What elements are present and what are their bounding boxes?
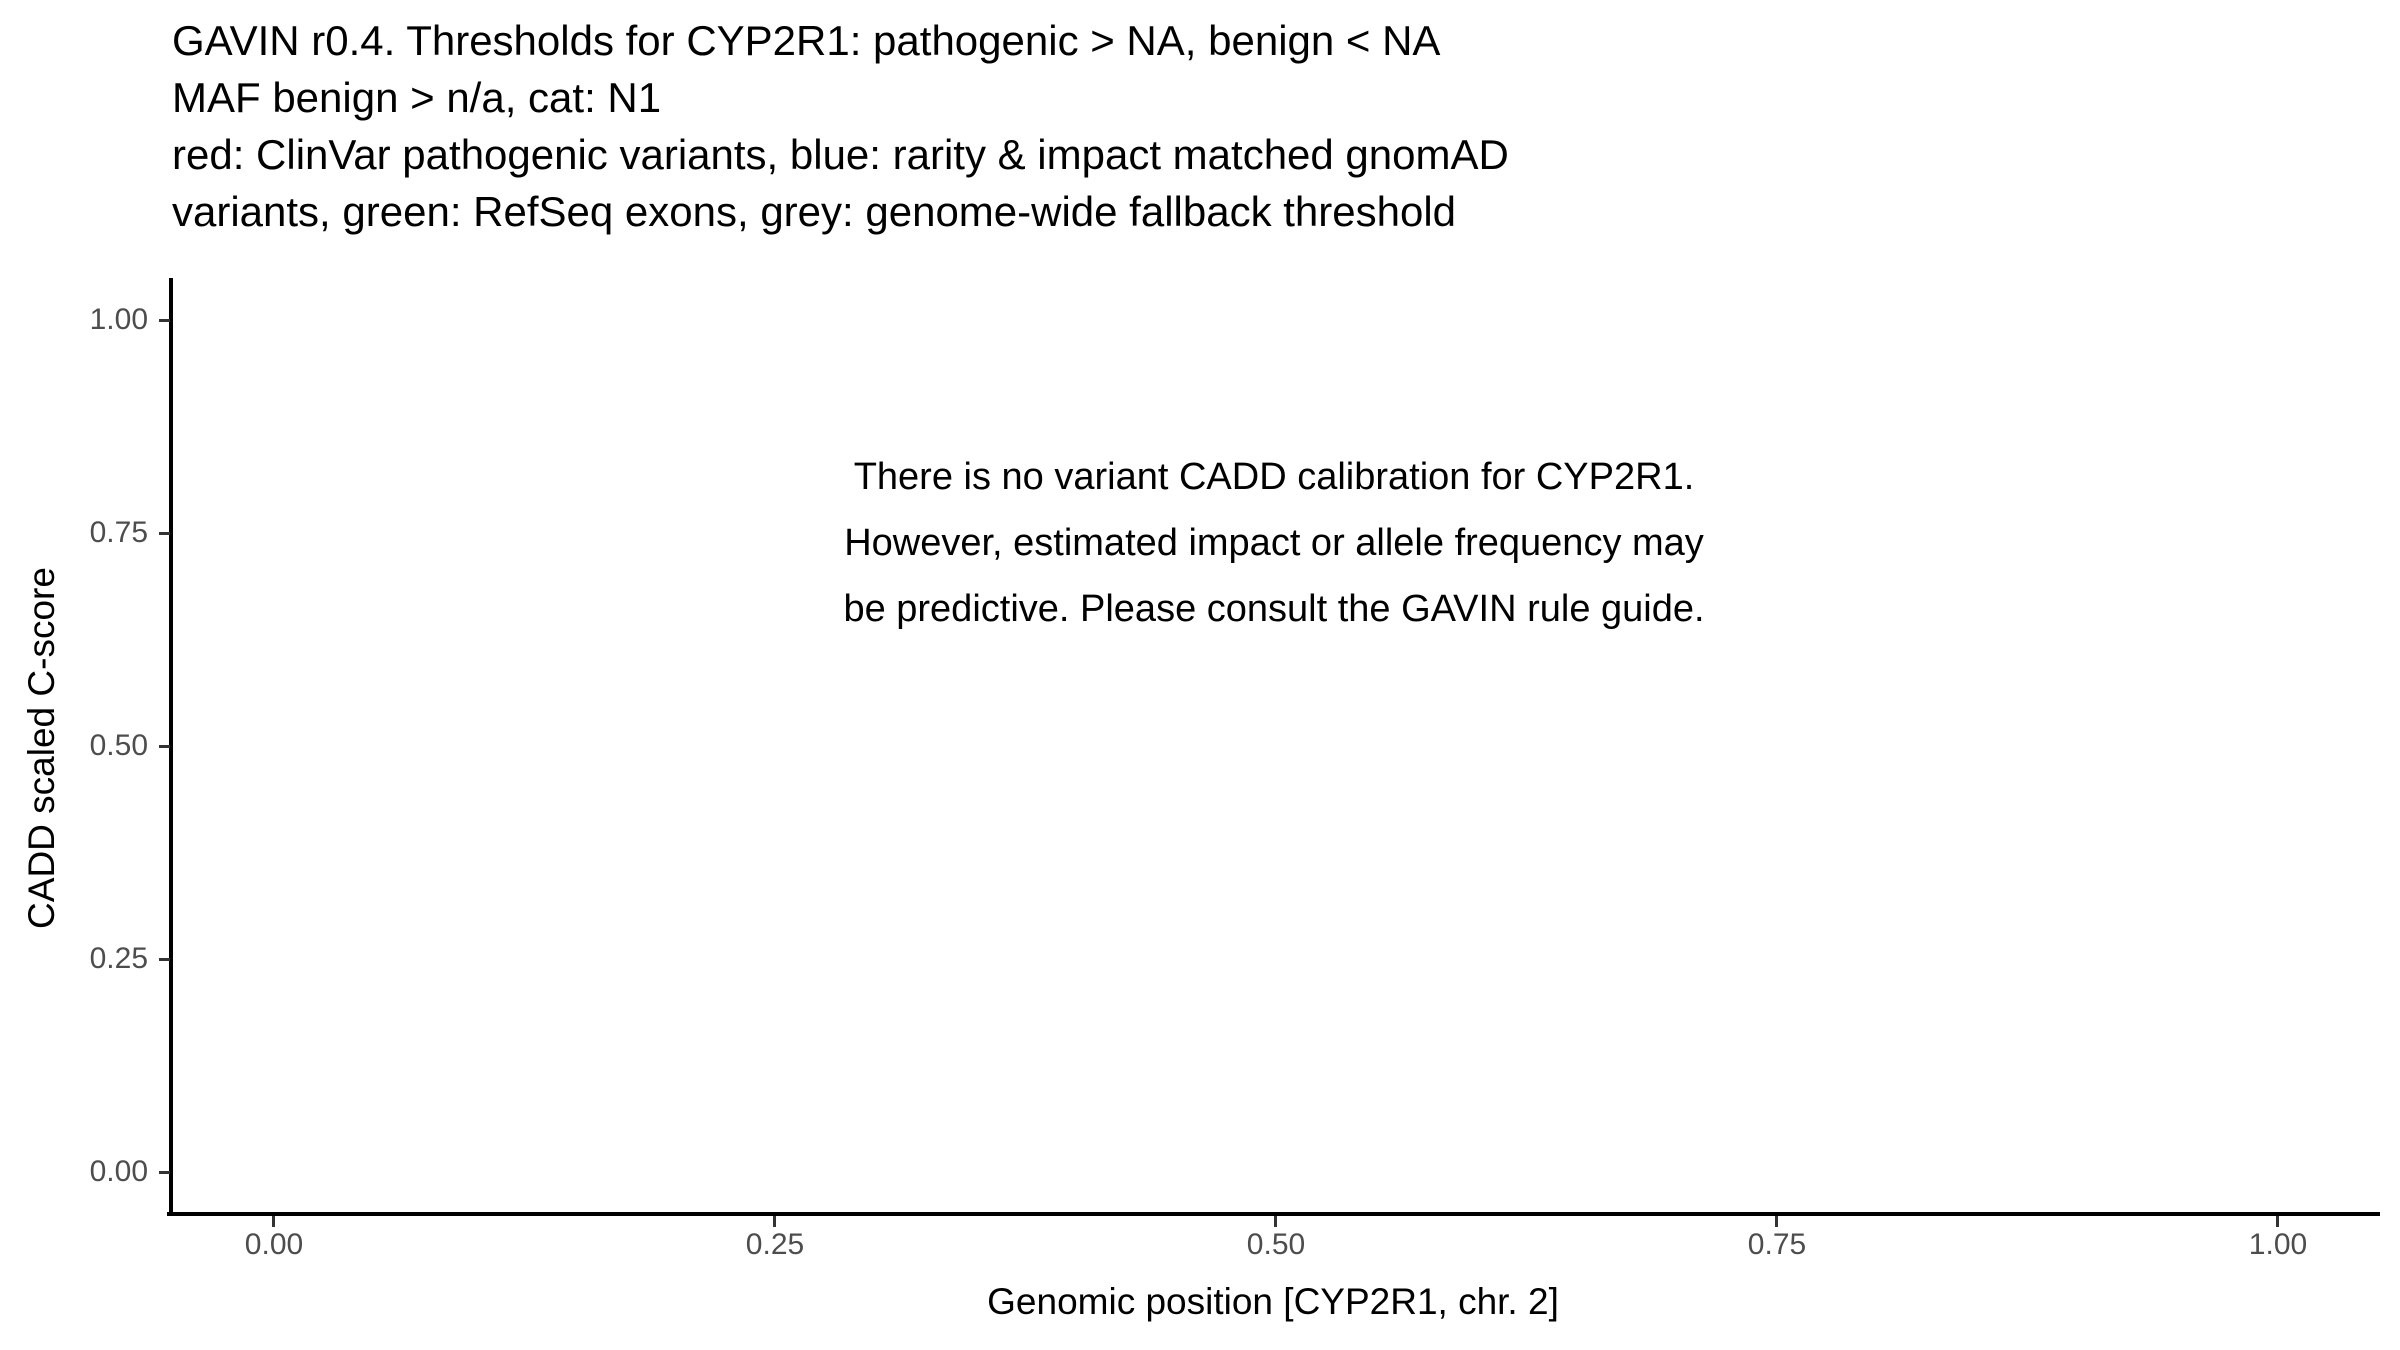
x-tick-label: 0.00 bbox=[244, 1228, 304, 1261]
chart-title-line-2: MAF benign > n/a, cat: N1 bbox=[172, 74, 662, 121]
chart-title bbox=[172, 12, 1509, 240]
x-tick-mark bbox=[1274, 1216, 1277, 1227]
y-tick-mark bbox=[159, 532, 170, 535]
x-tick-mark bbox=[1775, 1216, 1778, 1227]
y-tick-label: 0.25 bbox=[89, 942, 148, 975]
x-tick-mark bbox=[2276, 1216, 2279, 1227]
x-tick-mark bbox=[272, 1216, 275, 1227]
plot-panel bbox=[170, 278, 2378, 1214]
y-axis-title: CADD scaled C-score bbox=[21, 567, 62, 929]
y-tick-mark bbox=[159, 1171, 170, 1174]
chart-title-line-3: red: ClinVar pathogenic variants, blue: rarity & impact matched gnomAD bbox=[172, 131, 1509, 178]
y-tick-label: 0.75 bbox=[89, 516, 148, 549]
chart-title-line-1: GAVIN r0.4. Thresholds for CYP2R1: pathogenic > NA, benign < NA bbox=[172, 17, 1441, 64]
x-tick-mark bbox=[773, 1216, 776, 1227]
chart-title-line-4: variants, green: RefSeq exons, grey: genome-wide fallback threshold bbox=[172, 188, 1457, 235]
x-tick-label: 0.50 bbox=[1246, 1228, 1306, 1261]
y-tick-mark bbox=[159, 319, 170, 322]
y-tick-label: 1.00 bbox=[89, 303, 148, 336]
annotation-line-3: be predictive. Please consult the GAVIN rule guide. bbox=[843, 588, 1705, 630]
y-tick-mark bbox=[159, 745, 170, 748]
annotation-line-2: However, estimated impact or allele frequency may bbox=[844, 522, 1704, 564]
x-axis-title: Genomic position [CYP2R1, chr. 2] bbox=[987, 1281, 1559, 1322]
y-tick-label: 0.00 bbox=[89, 1155, 148, 1188]
y-tick-mark bbox=[159, 958, 170, 961]
x-tick-label: 0.75 bbox=[1747, 1228, 1807, 1261]
annotation-text bbox=[170, 444, 2378, 642]
x-tick-label: 1.00 bbox=[2248, 1228, 2308, 1261]
x-tick-label: 0.25 bbox=[745, 1228, 805, 1261]
annotation-line-1: There is no variant CADD calibration for CYP2R1. bbox=[853, 456, 1695, 498]
y-tick-label: 0.50 bbox=[89, 729, 148, 762]
